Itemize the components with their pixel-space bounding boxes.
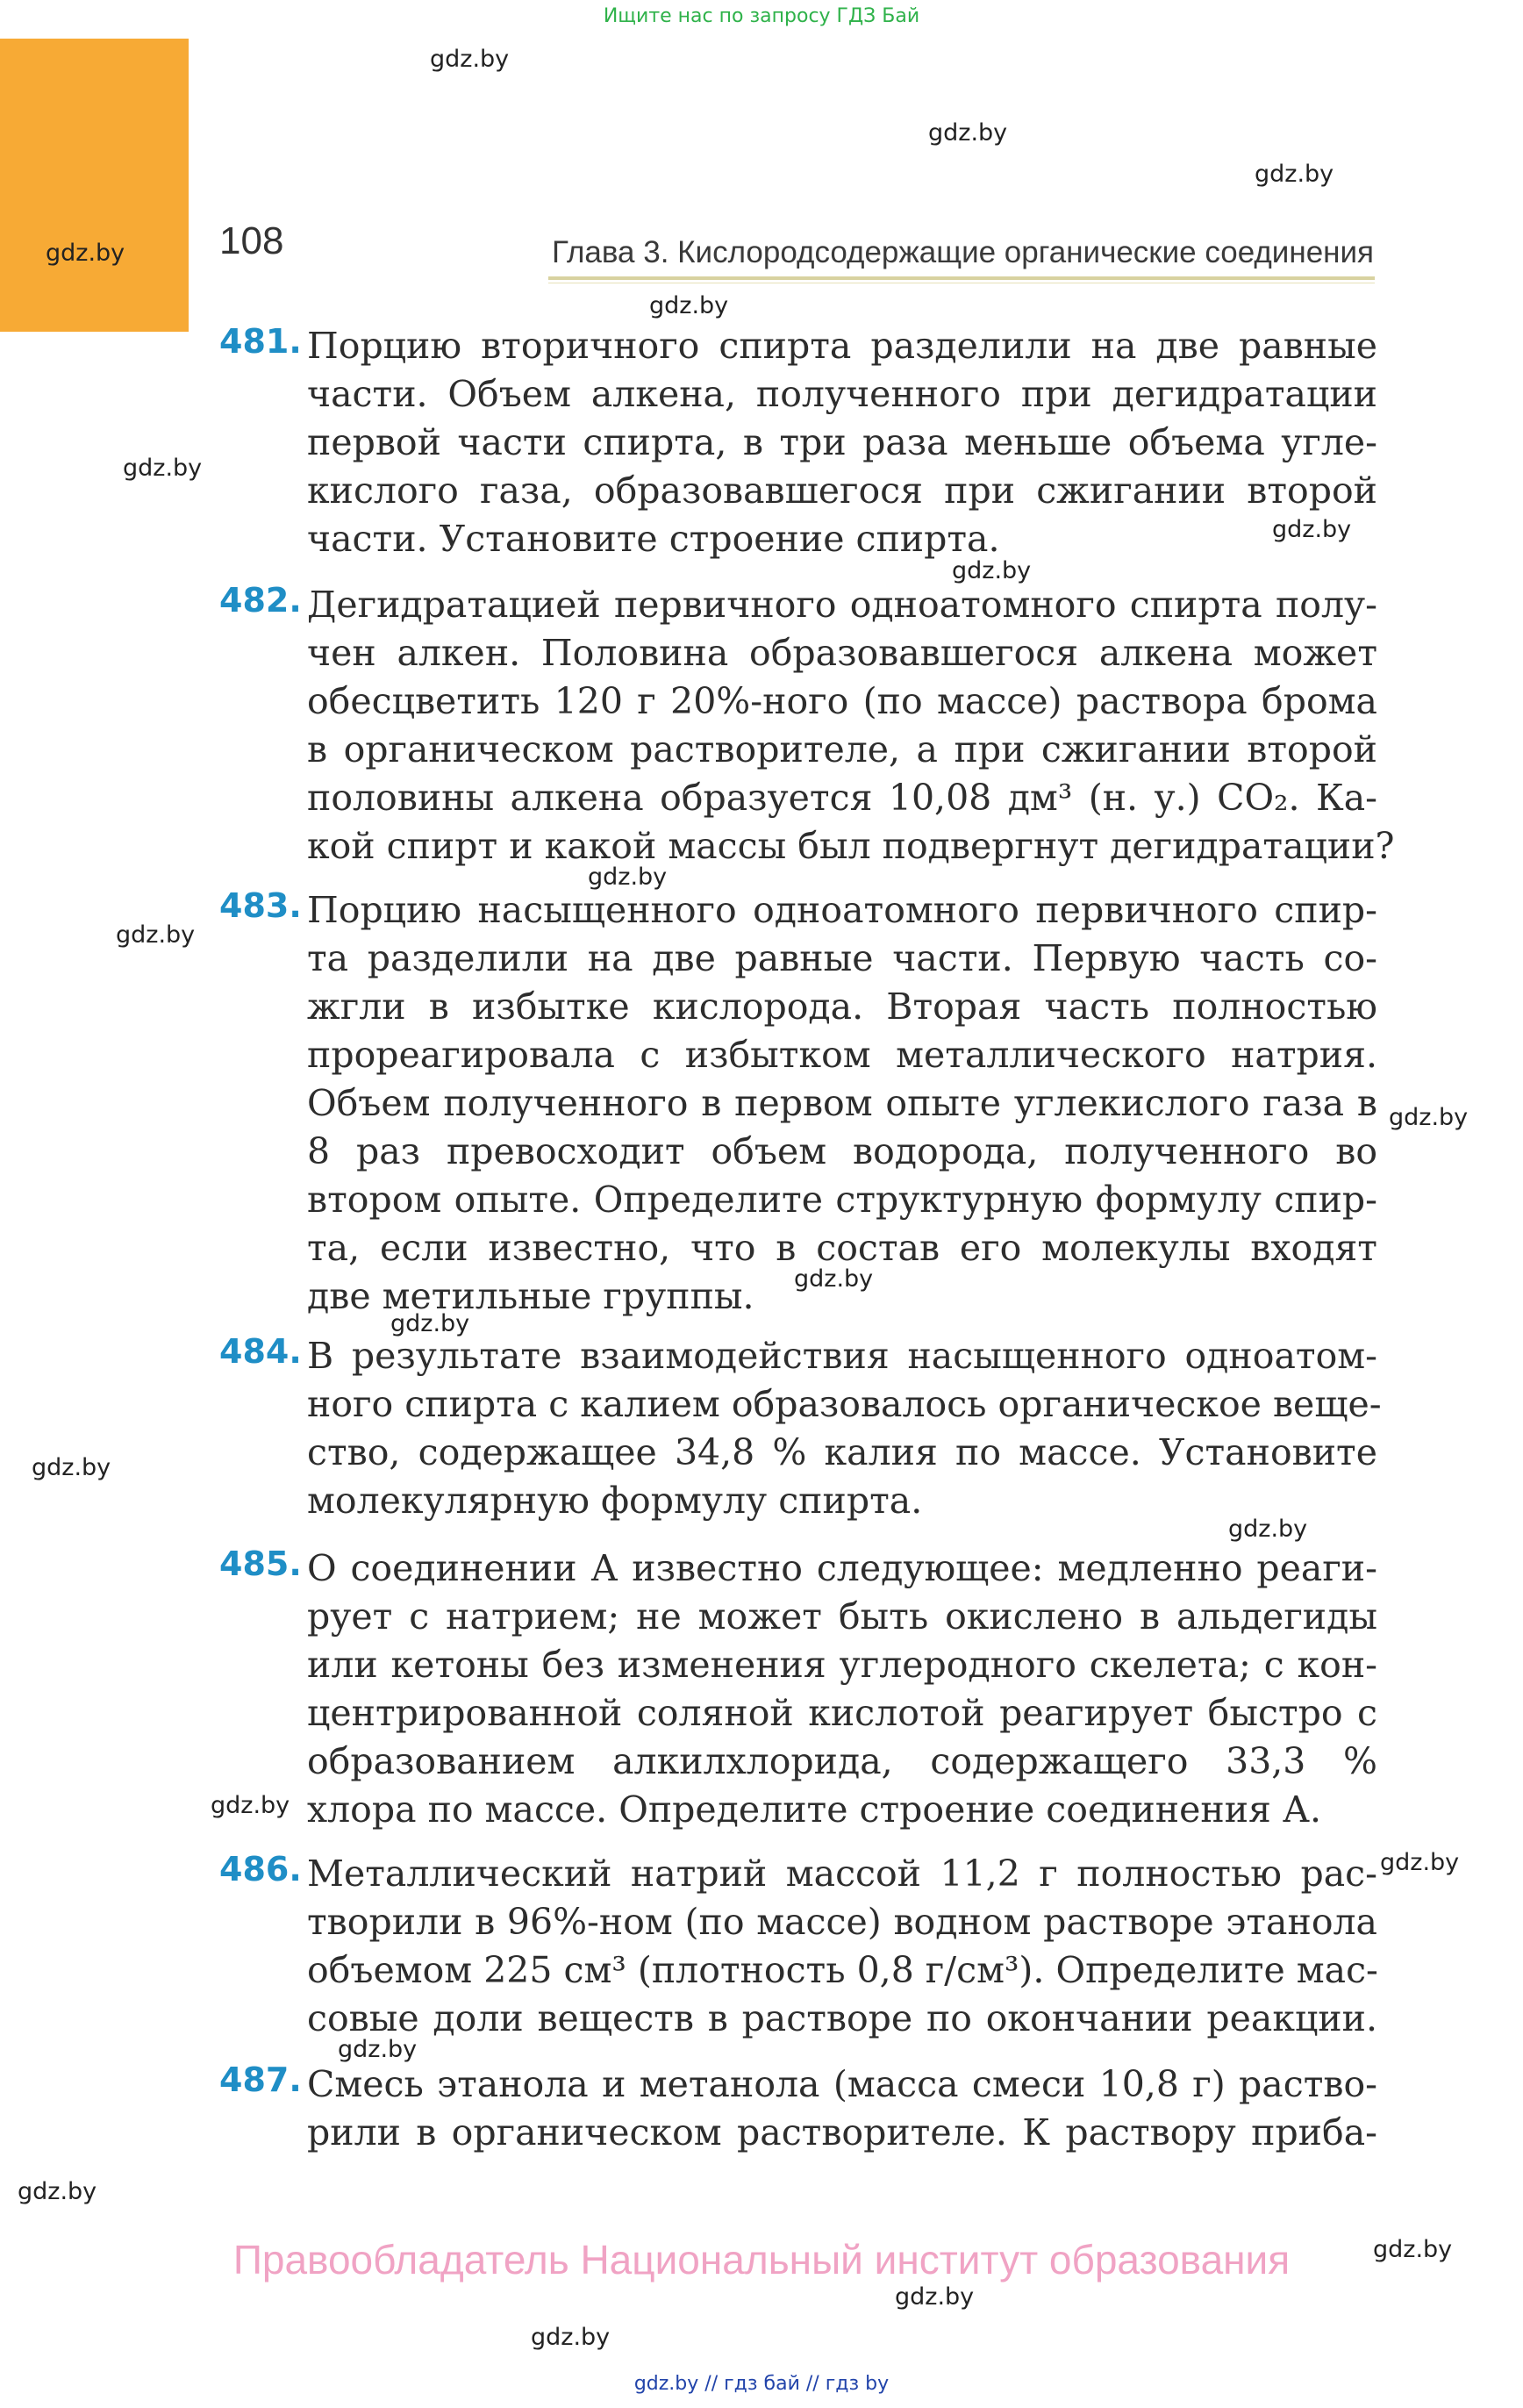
problem-line: части. Установите строение спирта. bbox=[307, 518, 1000, 560]
problem-line: совые доли веществ в растворе по окончании реакции. bbox=[307, 1997, 1377, 2039]
problem-line: хлора по массе. Определите строение соединения А. bbox=[307, 1788, 1322, 1831]
watermark: gdz.by bbox=[1228, 1516, 1308, 1543]
watermark: gdz.by bbox=[928, 119, 1008, 147]
problem-line: в органическом растворителе, а при сжигании второй bbox=[307, 728, 1377, 770]
problem-line: или кетоны без изменения углеродного скелета; с кон- bbox=[307, 1644, 1377, 1686]
problem-line: ство, содержащее 34,8 % калия по массе. Установите bbox=[307, 1431, 1377, 1473]
watermark: gdz.by bbox=[952, 557, 1032, 584]
problem-line: жгли в избытке кислорода. Вторая часть полностью bbox=[307, 985, 1377, 1028]
watermark: gdz.by bbox=[46, 240, 125, 267]
problem-text bbox=[307, 581, 1395, 871]
problem-line: части. Объем алкена, полученного при дегидратации bbox=[307, 373, 1377, 415]
problem-line: В результате взаимодействия насыщенного одноатом- bbox=[307, 1335, 1377, 1377]
problem-number: 485. bbox=[219, 1544, 302, 1583]
problem-number: 481. bbox=[219, 322, 302, 361]
problem-text bbox=[307, 322, 1377, 563]
problem-number: 487. bbox=[219, 2060, 302, 2099]
problem-line: Порцию насыщенного одноатомного первичного спир- bbox=[307, 889, 1377, 931]
copyright-footer: Правообладатель Национальный институт образования bbox=[232, 2237, 1291, 2283]
watermark: gdz.by bbox=[18, 2178, 97, 2205]
top-banner[interactable]: Ищите нас по запросу ГДЗ Бай bbox=[603, 5, 920, 27]
problem-line: образованием алкилхлорида, содержащего 33,3 % bbox=[307, 1740, 1377, 1782]
watermark: gdz.by bbox=[1380, 1849, 1460, 1876]
problem-line: Смесь этанола и метанола (масса смеси 10,8 г) раство- bbox=[307, 2063, 1377, 2105]
problem-line: 8 раз превосходит объем водорода, полученного во bbox=[307, 1130, 1377, 1172]
watermark: gdz.by bbox=[531, 2324, 611, 2351]
problem-line: первой части спирта, в три раза меньше объема угле- bbox=[307, 421, 1377, 463]
problem-line: объемом 225 см³ (плотность 0,8 г/см³). Определите мас- bbox=[307, 1949, 1378, 1991]
problem-line: ного спирта с калием образовалось органическое веще- bbox=[307, 1383, 1382, 1425]
watermark: gdz.by bbox=[588, 864, 668, 891]
problem-line: рует с натрием; не может быть окислено в альдегиды bbox=[307, 1595, 1377, 1638]
problem-text bbox=[307, 1544, 1377, 1834]
problem-line: втором опыте. Определите структурную формулу спир- bbox=[307, 1179, 1377, 1221]
problem-line: Порцию вторичного спирта разделили на две равные bbox=[307, 325, 1377, 367]
problem-line: центрированной соляной кислотой реагирует быстро с bbox=[307, 1692, 1377, 1734]
page-number: 108 bbox=[219, 219, 284, 262]
problem-line: О соединении А известно следующее: медленно реаги- bbox=[307, 1547, 1377, 1589]
watermark: gdz.by bbox=[211, 1792, 290, 1819]
chapter-title: Глава 3. Кислородсодержащие органические соединения bbox=[551, 235, 1374, 269]
problem-line: обесцветить 120 г 20%-ного (по массе) раствора брома bbox=[307, 680, 1377, 722]
problem-line: та, если известно, что в состав его молекулы входят bbox=[307, 1227, 1377, 1269]
problem-text bbox=[307, 2060, 1377, 2157]
problem-number: 486. bbox=[219, 1850, 302, 1888]
problem-number: 484. bbox=[219, 1332, 302, 1371]
problem-line: чен алкен. Половина образовавшегося алкена может bbox=[307, 632, 1377, 674]
watermark: gdz.by bbox=[390, 1310, 470, 1337]
problem-number: 482. bbox=[219, 581, 302, 620]
watermark: gdz.by bbox=[895, 2283, 975, 2311]
problem-line: Объем полученного в первом опыте углекислого газа в bbox=[307, 1082, 1377, 1124]
problem-line: кислого газа, образовавшегося при сжигании второй bbox=[307, 469, 1377, 512]
problem-text bbox=[307, 1850, 1377, 2043]
problem-line: половины алкена образуется 10,08 дм³ (н. у.) CO₂. Ка- bbox=[307, 777, 1377, 819]
problem-number: 483. bbox=[219, 886, 302, 925]
problem-line: та разделили на две равные части. Первую часть со- bbox=[307, 937, 1377, 979]
problem-line: Металлический натрий массой 11,2 г полностью рас- bbox=[307, 1853, 1377, 1895]
watermark: gdz.by bbox=[338, 2036, 418, 2063]
problem-line: кой спирт и какой массы был подвергнут дегидратации? bbox=[307, 825, 1395, 867]
problem-line: Дегидратацией первичного одноатомного спирта полу- bbox=[307, 584, 1377, 626]
header-rule bbox=[548, 276, 1375, 280]
problem-text bbox=[307, 886, 1377, 1321]
watermark: gdz.by bbox=[649, 292, 729, 319]
problem-line: рили в органическом растворителе. К раствору приба- bbox=[307, 2111, 1377, 2154]
watermark: gdz.by bbox=[1272, 516, 1352, 543]
problem-line: творили в 96%-ном (по массе) водном растворе этанола bbox=[307, 1901, 1377, 1943]
watermark: gdz.by bbox=[430, 46, 510, 73]
watermark: gdz.by bbox=[1255, 161, 1334, 188]
problem-line: прореагировала с избытком металлического натрия. bbox=[307, 1034, 1377, 1076]
orange-page-tab bbox=[0, 39, 189, 332]
problem-text bbox=[307, 1332, 1382, 1525]
watermark: gdz.by bbox=[116, 921, 196, 949]
watermark: gdz.by bbox=[123, 455, 203, 482]
problem-line: молекулярную формулу спирта. bbox=[307, 1480, 923, 1522]
watermark: gdz.by bbox=[32, 1454, 111, 1481]
watermark: gdz.by bbox=[1373, 2236, 1453, 2263]
bottom-links[interactable]: gdz.by // гдз бай // гдз by bbox=[633, 2373, 890, 2395]
watermark: gdz.by bbox=[794, 1265, 874, 1293]
watermark: gdz.by bbox=[1389, 1104, 1469, 1131]
problem-line: две метильные группы. bbox=[307, 1275, 754, 1317]
